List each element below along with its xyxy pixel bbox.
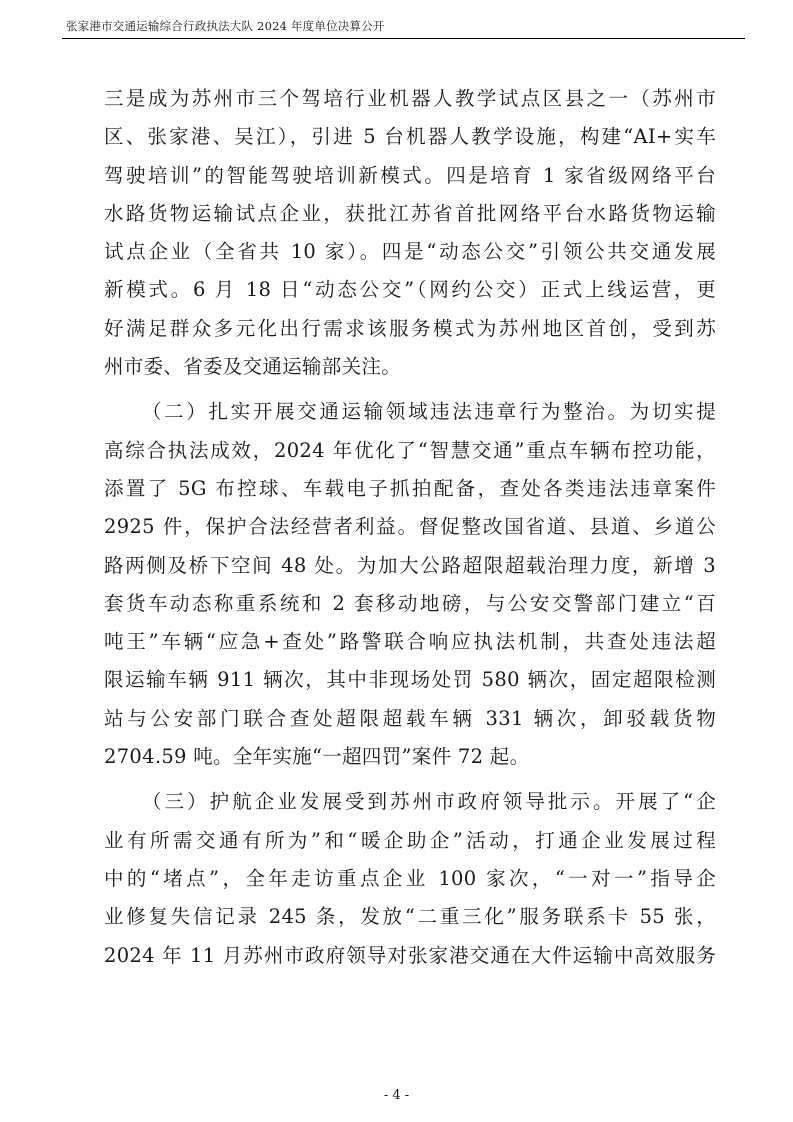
text-line: （二）扎实开展交通运输领域违法违章行为整治。为切实提 [142, 400, 716, 424]
text-line: 路两侧及桥下空间 48 处。为加大公路超限超载治理力度，新增 3 [104, 553, 716, 577]
text-line: 试点企业（全省共 10 家）。四是“动态公交”引领公共交通发展 [104, 240, 716, 264]
text-line: 套货车动态称重系统和 2 套移动地磅，与公安交警部门建立“百 [104, 591, 716, 615]
text-line: （三）护航企业发展受到苏州市政府领导批示。开展了“企 [142, 790, 716, 814]
text-line: 区、张家港、吴江），引进 5 台机器人教学设施，构建“AI+实车 [104, 125, 716, 149]
text-line: 限运输车辆 911 辆次，其中非现场处罚 580 辆次，固定超限检测 [104, 668, 716, 692]
text-line: 2704.59 吨。全年实施“一超四罚”案件 72 起。 [104, 745, 530, 769]
text-line: 业修复失信记录 245 条，发放“二重三化”服务联系卡 55 张， [104, 905, 716, 929]
text-line: 吨王”车辆“应急+查处”路警联合响应执法机制，共查处违法超 [104, 630, 716, 654]
page-number: - 4 - [383, 1088, 410, 1103]
document-body [104, 80, 716, 975]
text-line: 三是成为苏州市三个驾培行业机器人教学试点区县之一（苏州市 [104, 87, 716, 110]
page-header [62, 12, 745, 39]
text-line: 添置了 5G 布控球、车载电子抓拍配备，查处各类违法违章案件 [104, 476, 716, 500]
text-line: 2925 件，保护合法经营者利益。督促整改国省道、县道、乡道公 [104, 515, 716, 539]
header-title: 张家港市交通运输综合行政执法大队 2024 年度单位决算公开 [66, 19, 385, 33]
text-line: 站与公安部门联合查处超限超载车辆 331 辆次，卸驳载货物 [104, 706, 716, 730]
text-line: 州市委、省委及交通运输部关注。 [104, 355, 402, 379]
text-line: 水路货物运输试点企业，获批江苏省首批网络平台水路货物运输 [104, 201, 716, 225]
text-line: 驾驶培训”的智能驾驶培训新模式。四是培育 1 家省级网络平台 [104, 163, 716, 187]
text-line: 高综合执法成效，2024 年优化了“智慧交通”重点车辆布控功能， [104, 438, 716, 462]
text-line: 2024 年 11 月苏州市政府领导对张家港交通在大件运输中高效服务 [104, 943, 716, 967]
text-line: 中的“堵点”，全年走访重点企业 100 家次，“一对一”指导企 [104, 866, 716, 890]
text-line: 新模式。6 月 18 日“动态公交”（网约公交）正式上线运营，更 [104, 278, 716, 302]
text-line: 好满足群众多元化出行需求该服务模式为苏州地区首创，受到苏 [104, 316, 716, 340]
text-line: 业有所需交通有所为”和“暖企助企”活动，打通企业发展过程 [104, 828, 716, 852]
